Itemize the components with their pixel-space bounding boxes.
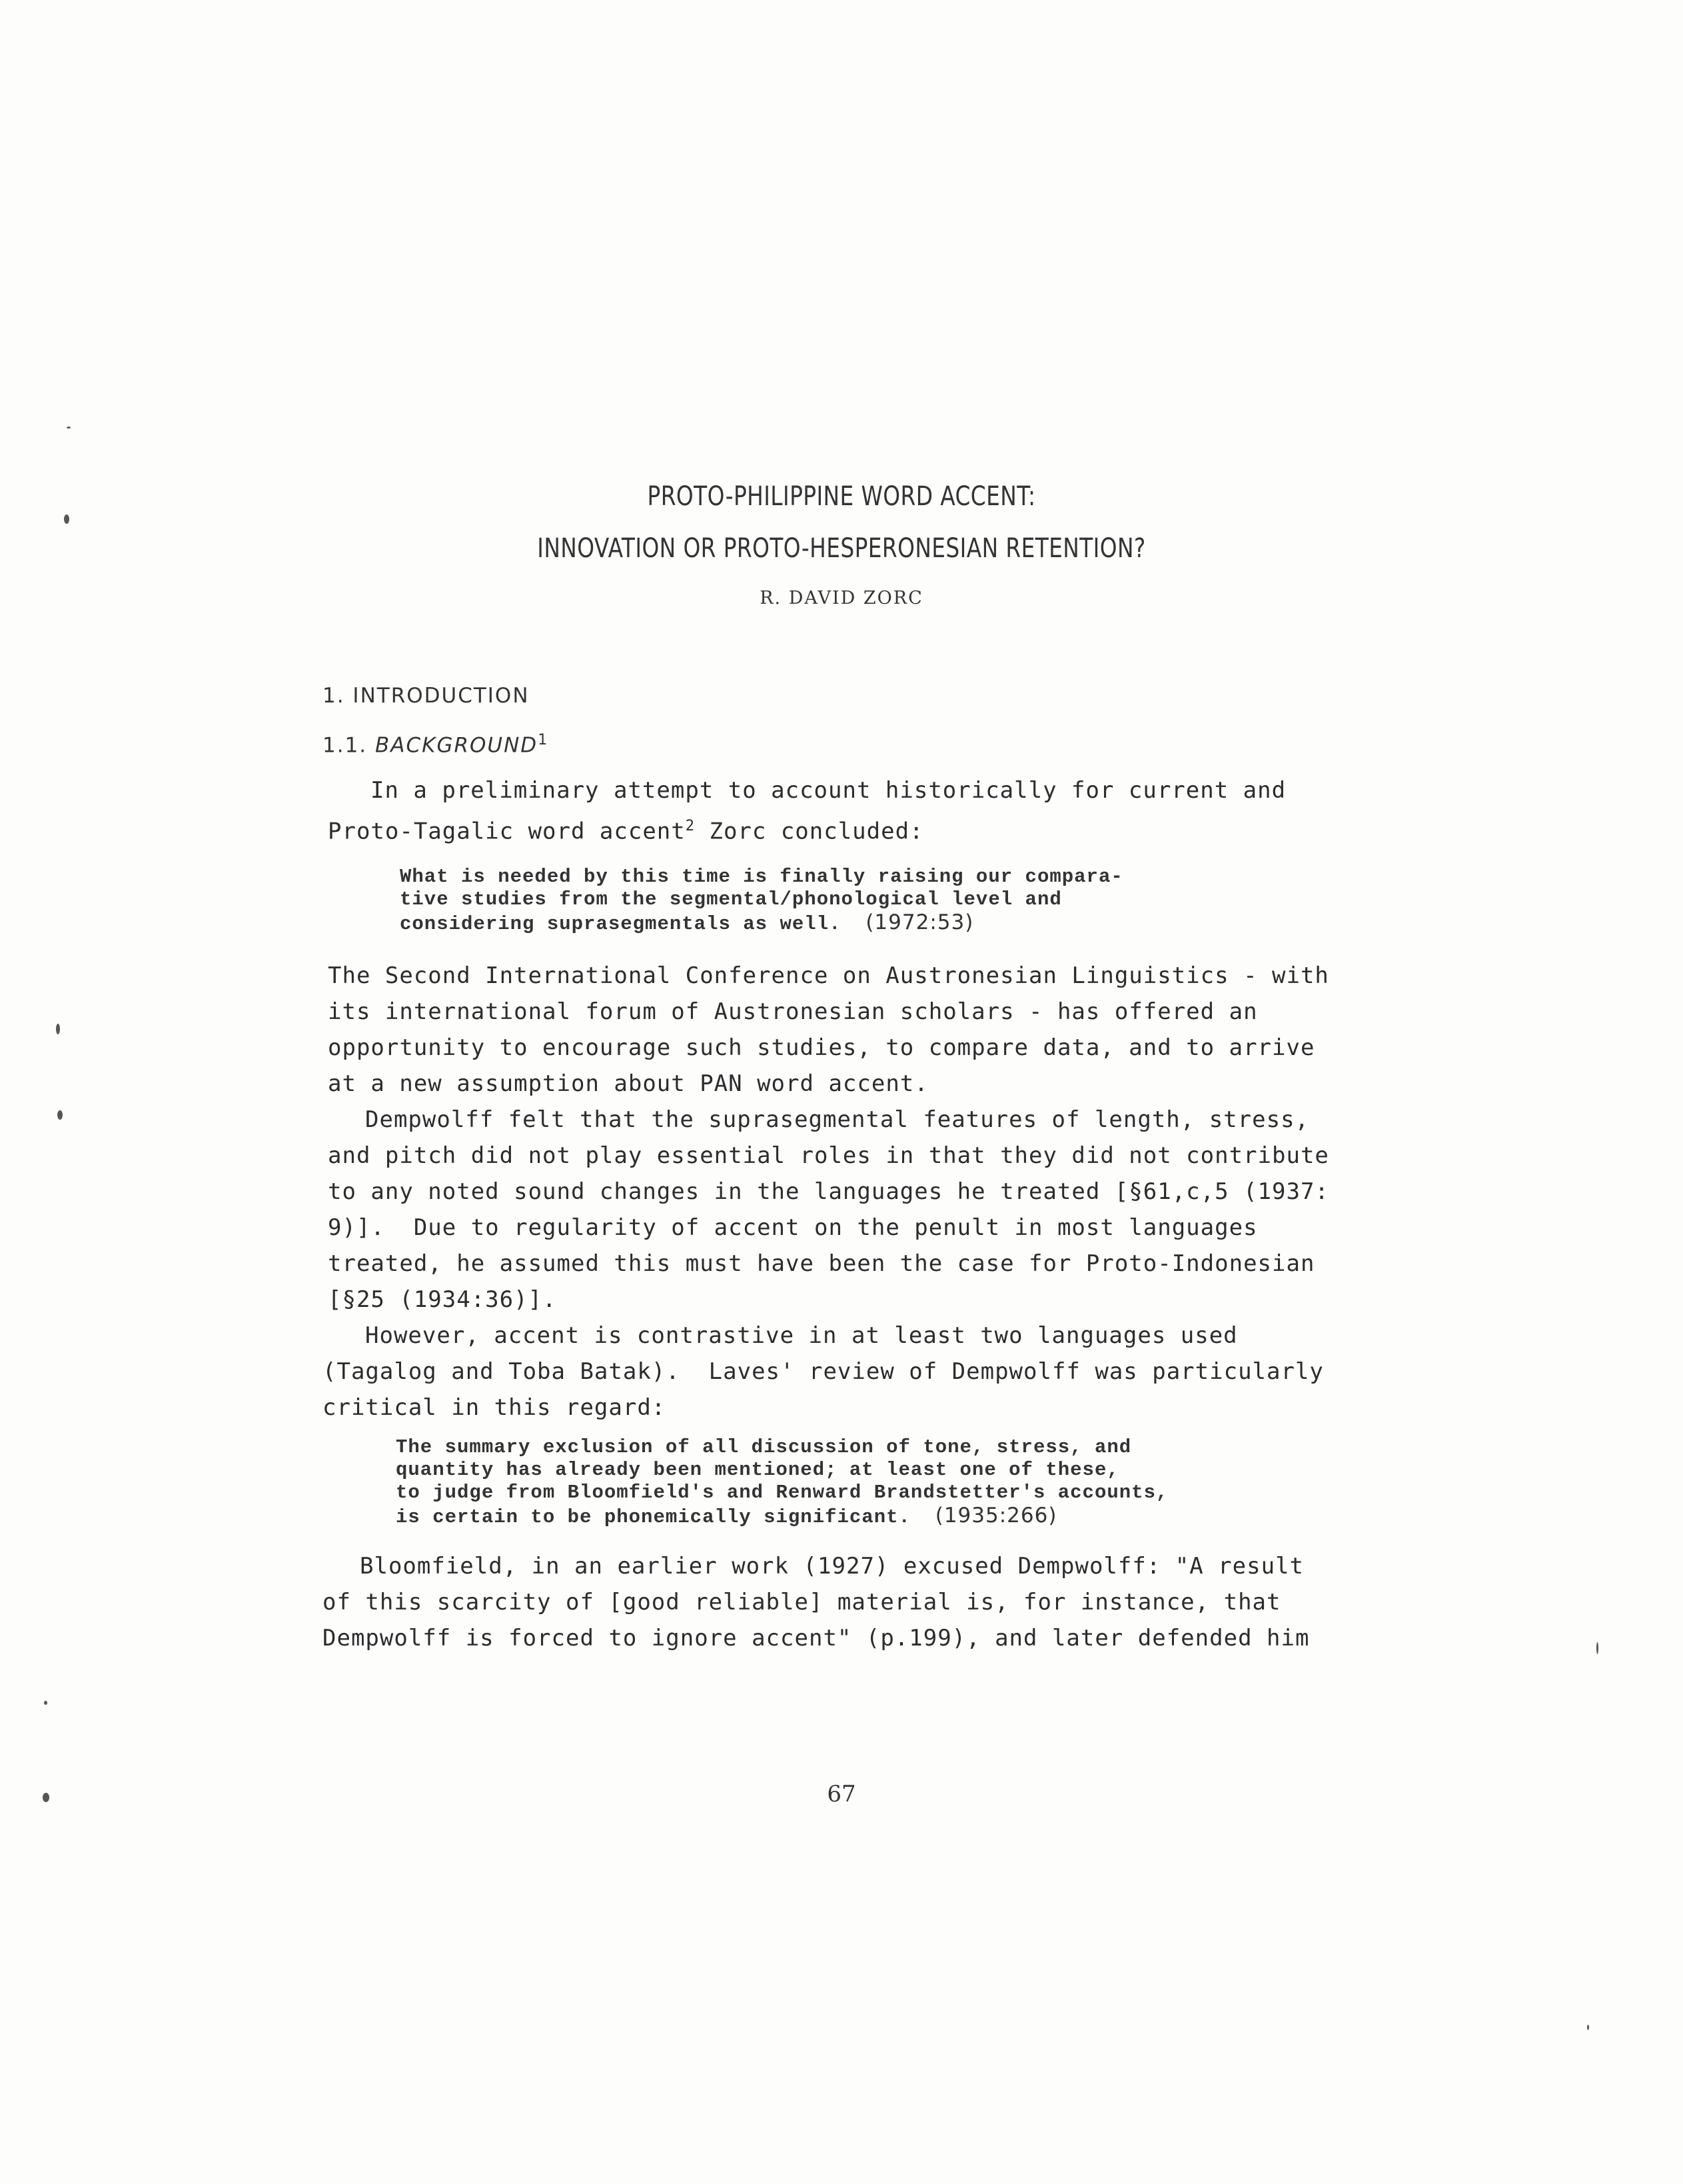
scan-speck	[1587, 2025, 1589, 2030]
page-number: 67	[827, 1781, 856, 1807]
paragraph-2-line-3: opportunity to encourage such studies, to compare data, and to arrive	[328, 1034, 1315, 1061]
quote-2-line-4-text: is certain to be phonemically significant.	[396, 1506, 911, 1528]
paragraph-5-line-3: Dempwolff is forced to ignore accent" (p.199), and later defended him	[322, 1625, 1310, 1651]
scan-speck	[64, 515, 69, 524]
paragraph-1-line-2-start: Proto-Tagalic word accent	[328, 818, 686, 845]
quote-2-line-2: quantity has already been mentioned; at least one of these,	[396, 1459, 1119, 1481]
scan-speck	[67, 427, 71, 429]
paragraph-4-line-2: (Tagalog and Toba Batak). Laves' review of Dempwolff was particularly	[322, 1358, 1324, 1385]
paragraph-3-line-2: and pitch did not play essential roles in that they did not contribute	[328, 1142, 1329, 1169]
title-line-2: INNOVATION OR PROTO-HESPERONESIAN RETENTION?	[537, 533, 1146, 564]
quote-2-line-3: to judge from Bloomfield's and Renward Brandstetter's accounts,	[396, 1482, 1169, 1504]
paragraph-3-line-5: treated, he assumed this must have been the case for Proto-Indonesian	[328, 1250, 1315, 1277]
quote-1-line-2: tive studies from the segmental/phonological level and	[400, 888, 1062, 910]
title-line-1: PROTO-PHILIPPINE WORD ACCENT:	[647, 481, 1036, 512]
section-heading-background	[322, 732, 548, 757]
scan-speck	[44, 1701, 47, 1705]
quote-2-citation: (1935:266)	[935, 1504, 1057, 1528]
scan-speck	[43, 1793, 49, 1802]
scan-speck	[57, 1110, 63, 1120]
paragraph-1-line-2-end: Zorc concluded:	[695, 818, 924, 845]
section-heading-introduction: 1. INTRODUCTION	[322, 684, 530, 708]
paragraph-3-line-1: Dempwolff felt that the suprasegmental features of length, stress,	[365, 1106, 1310, 1133]
footnote-marker-2: 2	[685, 818, 695, 834]
paragraph-1-line-2	[328, 808, 924, 850]
quote-2-line-4	[396, 1505, 1057, 1528]
paragraph-3-line-6: [§25 (1934:36)].	[328, 1286, 557, 1313]
section-title: BACKGROUND	[375, 733, 538, 758]
author-name: R. DAVID ZORC	[760, 588, 923, 608]
quote-1-line-1: What is needed by this time is finally raising our compara-	[400, 866, 1123, 888]
quote-2-line-1: The summary exclusion of all discussion of tone, stress, and	[396, 1436, 1132, 1458]
paragraph-2-line-1: The Second International Conference on Austronesian Linguistics - with	[328, 962, 1329, 989]
paragraph-3-line-3: to any noted sound changes in the languages he treated [§61,c,5 (1937:	[328, 1178, 1329, 1205]
footnote-marker-1: 1	[538, 732, 549, 748]
paragraph-1-line-1: In a preliminary attempt to account historically for current and	[370, 777, 1287, 804]
quote-1-line-3	[400, 912, 973, 935]
quote-1-citation: (1972:53)	[865, 910, 974, 934]
paragraph-4-line-3: critical in this regard:	[322, 1394, 666, 1421]
paragraph-3-line-4: 9)]. Due to regularity of accent on the penult in most languages	[328, 1214, 1258, 1241]
paragraph-5-line-2: of this scarcity of [good reliable] material is, for instance, that	[322, 1589, 1281, 1616]
paragraph-4-line-1: However, accent is contrastive in at least two languages used	[365, 1322, 1238, 1349]
scan-speck	[56, 1024, 60, 1034]
section-number: 1.1.	[322, 733, 368, 758]
quote-1-line-3-text: considering suprasegmentals as well.	[400, 913, 842, 935]
paragraph-5-line-1: Bloomfield, in an earlier work (1927) excused Dempwolff: "A result	[360, 1553, 1305, 1580]
paragraph-2-line-2: its international forum of Austronesian scholars - has offered an	[328, 998, 1258, 1025]
paragraph-2-line-4: at a new assumption about PAN word accent.	[328, 1070, 929, 1097]
scan-speck	[1596, 1642, 1598, 1654]
